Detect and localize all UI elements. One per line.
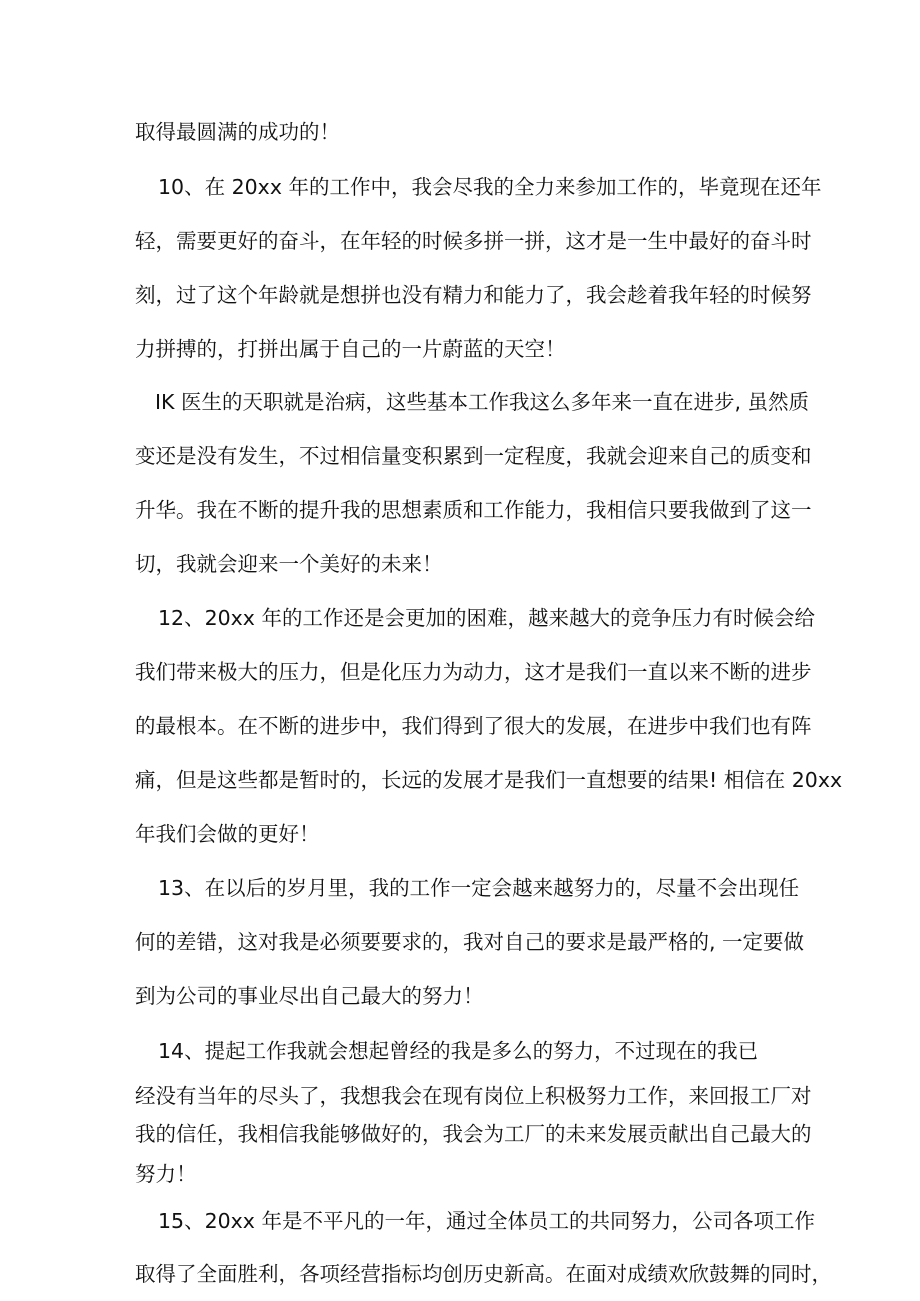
paragraph-line: 年我们会做的更好！ <box>135 822 320 846</box>
paragraph-line: 刻，过了这个年龄就是想拼也没有精力和能力了，我会趁着我年轻的时候努 <box>135 283 812 307</box>
paragraph-line: 变还是没有发生，不过相信量变积累到一定程度，我就会迎来自己的质变和 <box>135 444 812 468</box>
paragraph-line: 何的差错，这对我是必须要要求的，我对自己的要求是最严格的, 一定要做 <box>135 930 805 954</box>
paragraph-line: 经没有当年的尽头了，我想我会在现有岗位上积极努力工作，来回报工厂对 <box>135 1084 812 1108</box>
paragraph-line: 13、在以后的岁月里，我的工作一定会越来越努力的，尽量不会出现任 <box>158 876 800 900</box>
paragraph-line: 的最根本。在不断的进步中，我们得到了很大的发展，在进步中我们也有阵 <box>135 714 812 738</box>
paragraph-line: 力拼搏的，打拼出属于自己的一片蔚蓝的天空！ <box>135 337 566 361</box>
paragraph-line: 取得最圆满的成功的！ <box>135 120 340 144</box>
paragraph-line: IK 医生的天职就是治病，这些基本工作我这么多年来一直在进步, 虽然质 <box>155 390 810 414</box>
paragraph-line: 我们带来极大的压力，但是化压力为动力，这才是我们一直以来不断的进步 <box>135 660 812 684</box>
paragraph-line: 15、20xx 年是不平凡的一年，通过全体员工的共同努力，公司各项工作 <box>158 1209 815 1233</box>
paragraph-line: 努力！ <box>135 1162 197 1186</box>
paragraph-line: 轻，需要更好的奋斗，在年轻的时候多拼一拼，这才是一生中最好的奋斗时 <box>135 229 812 253</box>
paragraph-line: 到为公司的事业尽出自己最大的努力！ <box>135 984 484 1008</box>
paragraph-line: 14、提起工作我就会想起曾经的我是多么的努力，不过现在的我已 <box>158 1039 759 1063</box>
paragraph-line: 10、在 20xx 年的工作中，我会尽我的全力来参加工作的，毕竟现在还年 <box>158 175 822 199</box>
paragraph-line: 12、20xx 年的工作还是会更加的困难，越来越大的竞争压力有时候会给 <box>158 606 815 630</box>
paragraph-line: 取得了全面胜利，各项经营指标均创历史新高。在面对成绩欢欣鼓舞的同时， <box>135 1262 832 1286</box>
paragraph-line: 升华。我在不断的提升我的思想素质和工作能力，我相信只要我做到了这一 <box>135 498 812 522</box>
paragraph-line: 痛，但是这些都是暂时的，长远的发展才是我们一直想要的结果! 相信在 20xx <box>135 768 843 792</box>
paragraph-line: 切，我就会迎来一个美好的未来！ <box>135 552 443 576</box>
paragraph-line: 我的信任，我相信我能够做好的，我会为工厂的未来发展贡献出自己最大的 <box>135 1122 812 1146</box>
